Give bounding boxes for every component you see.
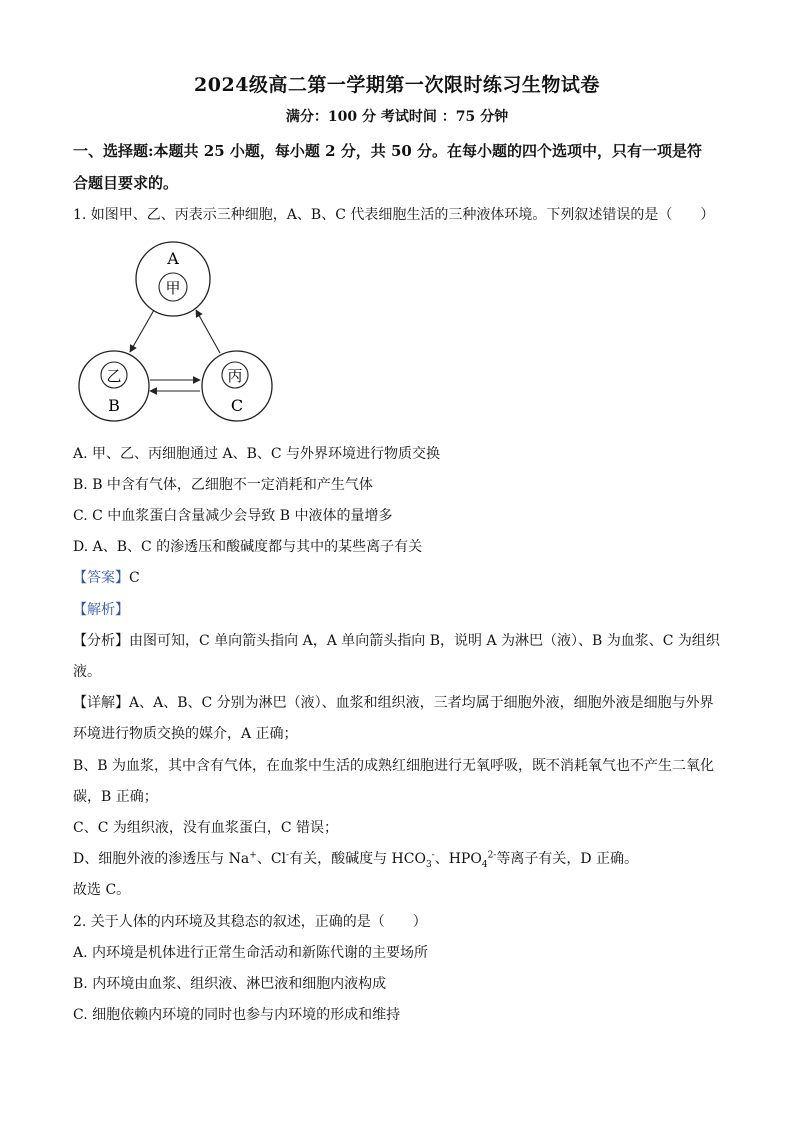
q2-option-b: B. 内环境由血浆、组织液、淋巴液和细胞内液构成 — [73, 976, 387, 992]
cl-charge: - — [286, 850, 290, 861]
question-1-stem: 1. 如图甲、乙、丙表示三种细胞，A、B、C 代表细胞生活的三种液体环境。下列叙述错误的是（ ） — [73, 207, 715, 223]
q1-answer — [73, 567, 140, 587]
explain-c-line: C、C 为组织液，没有血浆蛋白，C 错误； — [73, 820, 339, 836]
na-charge: + — [249, 850, 257, 861]
xiangjie-text: A、A、B、C 分别为淋巴（液）、血浆和组织液，三者均属于细胞外液，细胞外液是细胞与外界 — [129, 695, 714, 711]
q2-option-c: C. 细胞依赖内环境的同时也参与内环境的形成和维持 — [73, 1007, 401, 1023]
fenxi-tag: 【分析】 — [73, 633, 129, 649]
fenxi-line2: 液。 — [73, 664, 101, 680]
label-bing: 丙 — [227, 367, 243, 385]
question-2-stem: 2. 关于人体的内环境及其稳态的叙述，正确的是（ ） — [73, 914, 427, 930]
q1-option-b: B. B 中含有气体，乙细胞不一定消耗和产生气体 — [73, 477, 373, 493]
analysis-tag: 【解析】 — [73, 602, 129, 618]
label-a: A — [167, 249, 179, 268]
xiangjie-tag: 【详解】 — [73, 695, 129, 711]
xiangjie-line1 — [73, 692, 714, 712]
d-text-1: D、细胞外液的渗透压与 Na — [73, 851, 250, 867]
arrow-a-to-b — [130, 310, 154, 352]
explain-d-line — [73, 848, 638, 868]
body-fluid-diagram — [70, 236, 280, 426]
q2-option-a: A. 内环境是机体进行正常生命活动和新陈代谢的主要场所 — [73, 945, 429, 961]
d-text-3: 有关，酸碱度与 HCO — [289, 851, 426, 867]
fenxi-line1 — [73, 630, 720, 650]
fenxi-text: 由图可知，C 单向箭头指向 A，A 单向箭头指向 B，说明 A 为淋巴（液）、B 为血浆、C 为组织 — [129, 633, 720, 649]
exam-subtitle: 满分：100 分 考试时间 ：75 分钟 — [285, 109, 509, 125]
d-text-2: 、Cl — [256, 851, 287, 867]
q1-option-d: D. A、B、C 的渗透压和酸碱度都与其中的某些离子有关 — [73, 539, 423, 555]
q1-option-c: C. C 中血浆蛋白含量减少会导致 B 中液体的量增多 — [73, 508, 393, 524]
explain-b-line1: B、B 为血浆，其中含有气体，在血浆中生活的成熟红细胞进行无氧呼吸，既不消耗氧气也不产生二氧化 — [73, 758, 715, 774]
d-text-5: 等离子有关，D 正确。 — [496, 851, 639, 867]
explain-b-line2: 碳，B 正确； — [73, 789, 158, 805]
label-c: C — [230, 396, 244, 415]
hco3-charge: - — [431, 850, 435, 861]
hpo4-subscript: 4 — [481, 859, 488, 870]
section-heading-line2: 合题目要求的。 — [73, 174, 179, 192]
label-yi: 乙 — [106, 367, 122, 385]
q1-option-a: A. 甲、乙、丙细胞通过 A、B、C 与外界环境进行物质交换 — [73, 446, 441, 462]
label-b: B — [108, 396, 120, 415]
hco3-subscript: 3 — [425, 859, 432, 870]
section-heading-line1: 一、选择题:本题共 25 小题，每小题 2 分，共 50 分。在每小题的四个选项中，只有一项是符 — [73, 142, 703, 160]
label-jia: 甲 — [165, 279, 181, 297]
d-text-4: 、HPO — [434, 851, 482, 867]
xiangjie-line2: 环境进行物质交换的媒介，A 正确； — [73, 726, 298, 742]
q1-conclusion: 故选 C。 — [73, 882, 131, 898]
hpo4-charge: 2- — [487, 850, 497, 861]
arrow-c-to-a — [196, 310, 220, 353]
answer-tag: 【答案】 — [73, 570, 129, 586]
exam-title: 2024级高二第一学期第一次限时练习生物试卷 — [194, 74, 600, 96]
answer-value: C — [129, 570, 140, 586]
